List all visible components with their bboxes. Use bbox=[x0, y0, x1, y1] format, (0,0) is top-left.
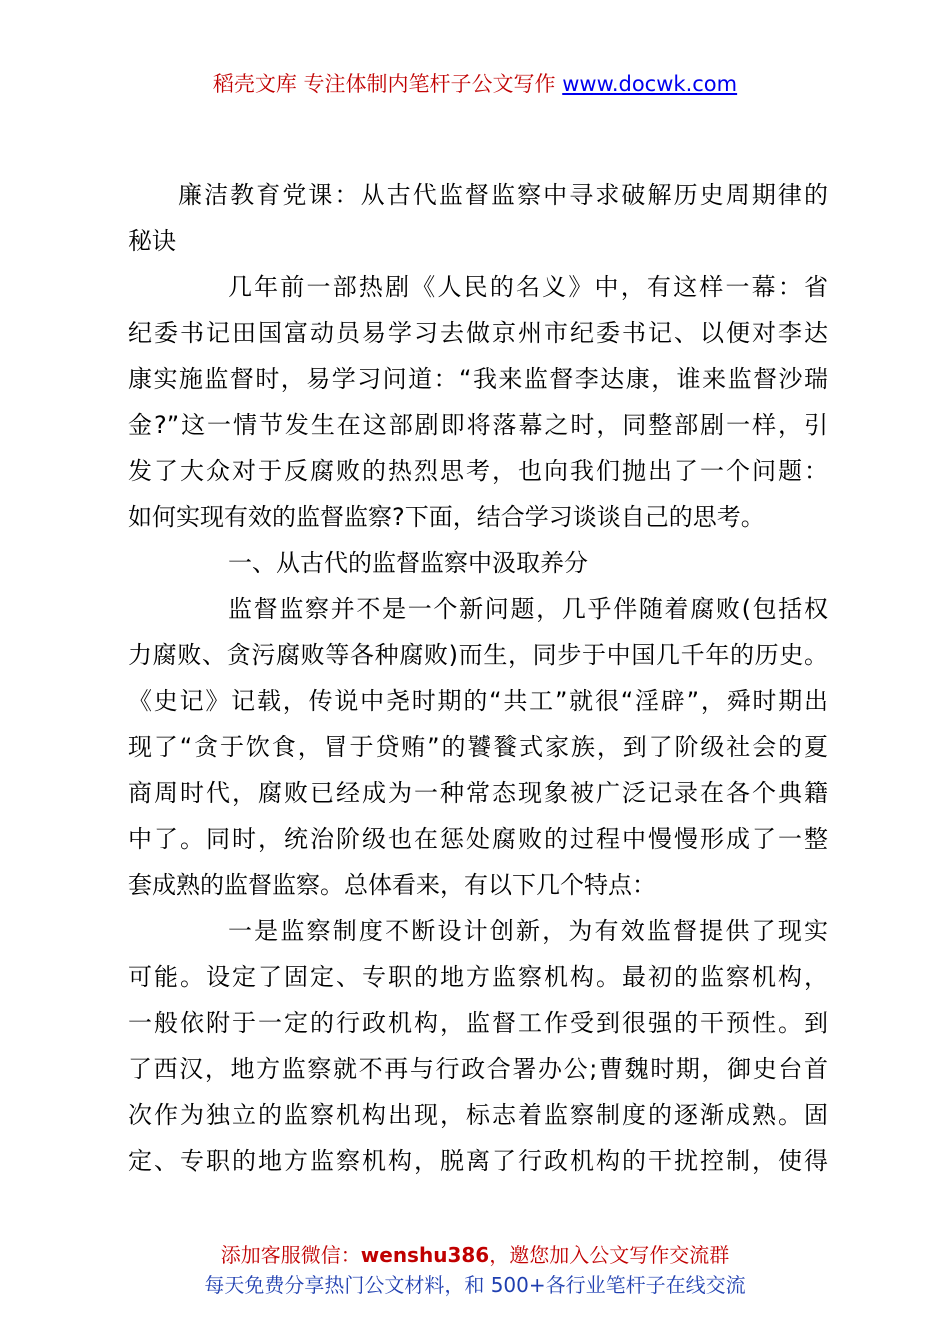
footer-wechat-suffix: ，邀您加入公文写作交流群 bbox=[489, 1243, 730, 1267]
article-title-line-1: 廉洁教育党课：从古代监督监察中寻求破解历史周期律的 bbox=[178, 181, 828, 209]
section-heading: 一、从古代的监督监察中汲取养分 bbox=[228, 549, 588, 577]
footer-wechat-prefix: 添加客服微信： bbox=[220, 1243, 361, 1267]
paragraph-line: 力腐败、贪污腐败等各种腐败)而生，同步于中国几千年的历史。 bbox=[128, 641, 828, 669]
paragraph-line: 现了“贪于饮食，冒于贷贿”的饕餮式家族，到了阶级社会的夏 bbox=[128, 733, 828, 761]
paragraph-line: 套成熟的监督监察。总体看来，有以下几个特点： bbox=[128, 871, 656, 899]
article-body bbox=[128, 172, 828, 1184]
paragraph-line: 可能。设定了固定、专职的地方监察机构。最初的监察机构， bbox=[128, 963, 828, 991]
paragraph-line: 商周时代，腐败已经成为一种常态现象被广泛记录在各个典籍 bbox=[128, 779, 828, 807]
paragraph-line: 定、专职的地方监察机构，脱离了行政机构的干扰控制，使得 bbox=[128, 1147, 828, 1175]
paragraph-line: 中了。同时，统治阶级也在惩处腐败的过程中慢慢形成了一整 bbox=[128, 825, 828, 853]
paragraph-line: 一般依附于一定的行政机构，监督工作受到很强的干预性。到 bbox=[128, 1009, 828, 1037]
paragraph-line: 如何实现有效的监督监察?下面，结合学习谈谈自己的思考。 bbox=[128, 503, 765, 531]
paragraph-line: 几年前一部热剧《人民的名义》中，有这样一幕：省 bbox=[228, 273, 828, 301]
site-link[interactable]: www.docwk.com bbox=[562, 72, 738, 96]
paragraph-line: 监督监察并不是一个新问题，几乎伴随着腐败(包括权 bbox=[228, 595, 828, 623]
paragraph-line: 金?”这一情节发生在这部剧即将落幕之时，同整部剧一样，引 bbox=[128, 411, 828, 439]
header-slogan: 稻壳文库 专注体制内笔杆子公文写作 bbox=[212, 72, 563, 96]
paragraph-line: 次作为独立的监察机构出现，标志着监察制度的逐渐成熟。固 bbox=[128, 1101, 828, 1129]
wechat-id: wenshu386 bbox=[360, 1243, 490, 1267]
paragraph-line: 发了大众对于反腐败的热烈思考，也向我们抛出了一个问题： bbox=[128, 457, 828, 485]
paragraph-line: 《史记》记载，传说中尧时期的“共工”就很“淫辟”，舜时期出 bbox=[128, 687, 828, 715]
site-header bbox=[0, 68, 950, 100]
footer-share-line: 每天免费分享热门公文材料，和 500+各行业笔杆子在线交流 bbox=[204, 1273, 746, 1297]
site-footer bbox=[0, 1240, 950, 1300]
footer-wechat-line bbox=[0, 1240, 950, 1270]
paragraph-line: 了西汉，地方监察就不再与行政合署办公;曹魏时期，御史台首 bbox=[128, 1055, 828, 1083]
article-title-line-2: 秘诀 bbox=[128, 227, 176, 255]
paragraph-line: 纪委书记田国富动员易学习去做京州市纪委书记、以便对李达 bbox=[128, 319, 828, 347]
paragraph-line: 康实施监督时，易学习问道：“我来监督李达康，谁来监督沙瑞 bbox=[128, 365, 828, 393]
paragraph-line: 一是监察制度不断设计创新，为有效监督提供了现实 bbox=[228, 917, 828, 945]
